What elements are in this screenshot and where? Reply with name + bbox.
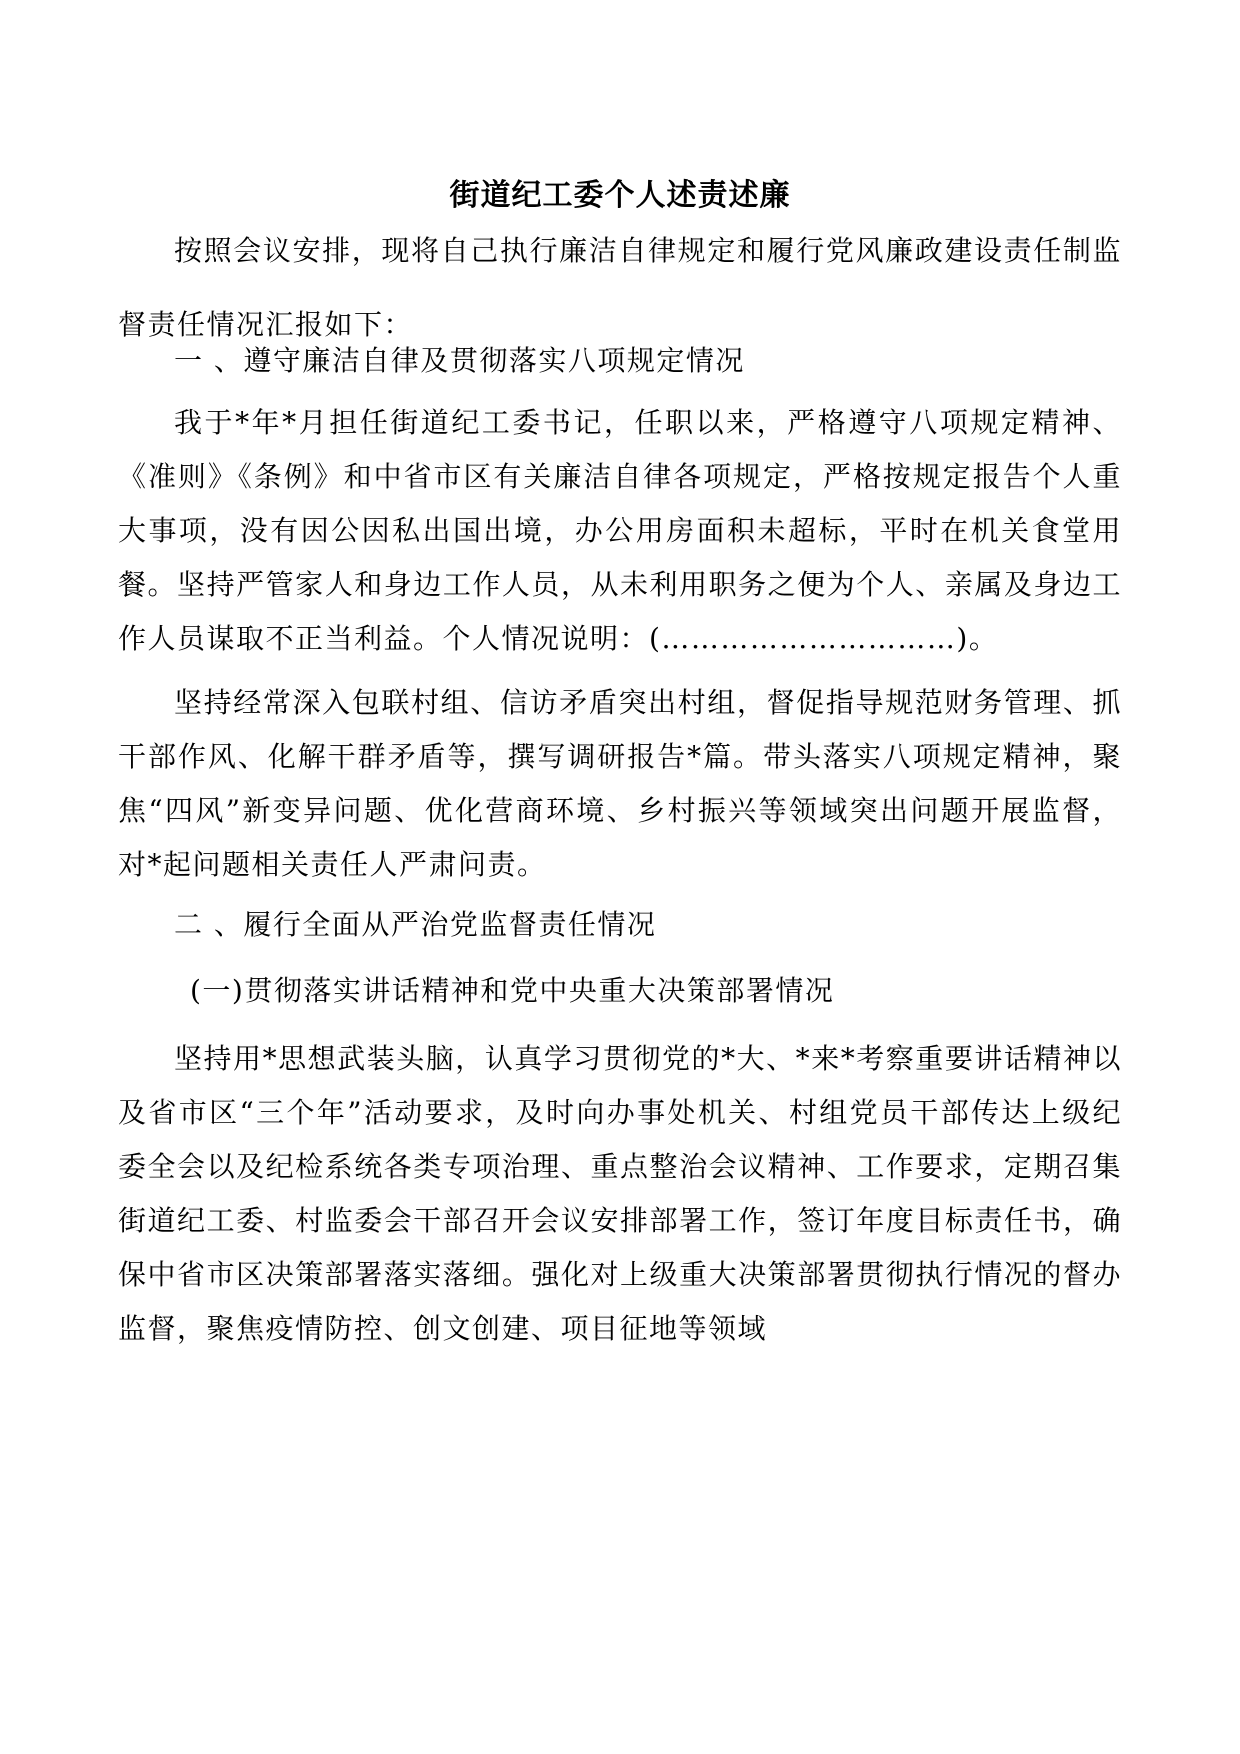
section1-paragraph-2: 坚持经常深入包联村组、信访矛盾突出村组，督促指导规范财务管理、抓干部作风、化解干群矛盾等，撰写调研报告*篇。带头落实八项规定精神，聚焦“四风”新变异问题、优化营商环境、乡村振兴等领域突出问题开展监督，对*起问题相关责任人严肃问责。 bbox=[118, 686, 1122, 881]
section2-heading: 二 、履行全面从严治党监督责任情况 bbox=[174, 908, 657, 941]
section2-heading-block bbox=[118, 898, 1122, 952]
document-title: 街道纪工委个人述责述廉 bbox=[449, 178, 791, 213]
section2-subheading-1: (一)贯彻落实讲话精神和党中央重大决策部署情况 bbox=[190, 974, 835, 1007]
intro-paragraph: 按照会议安排，现将自己执行廉洁自律规定和履行党风廉政建设责任制监督责任情况汇报如下： bbox=[118, 234, 1122, 341]
section2-sub1-heading-block bbox=[118, 964, 1122, 1018]
section1-heading-block bbox=[118, 334, 1122, 388]
section1-para2-block bbox=[118, 676, 1122, 892]
section1-paragraph-1: 我于*年*月担任街道纪工委书记，任职以来，严格遵守八项规定精神、《准则》《条例》和中省市区有关廉洁自律各项规定，严格按规定报告个人重大事项，没有因公因私出国出境，办公用房面积未超标，平时在机关食堂用餐。坚持严管家人和身边工作人员，从未利用职务之便为个人、亲属及身边工作人员谋取不正当利益。个人情况说明：(…………………………)。 bbox=[118, 406, 1122, 655]
section2-sub1-para-block bbox=[118, 1032, 1122, 1356]
section1-para1-block bbox=[118, 396, 1122, 666]
section1-heading: 一 、遵守廉洁自律及贯彻落实八项规定情况 bbox=[174, 344, 745, 377]
section2-subsection1-paragraph: 坚持用*思想武装头脑，认真学习贯彻党的*大、*来*考察重要讲话精神以及省市区“三个年”活动要求，及时向办事处机关、村组党员干部传达上级纪委全会以及纪检系统各类专项治理、重点整治会议精神、工作要求，定期召集街道纪工委、村监委会干部召开会议安排部署工作，签订年度目标责任书，确保中省市区决策部署落实落细。强化对上级重大决策部署贯彻执行情况的督办监督，聚焦疫情防控、创文创建、项目征地等领域 bbox=[118, 1042, 1122, 1345]
